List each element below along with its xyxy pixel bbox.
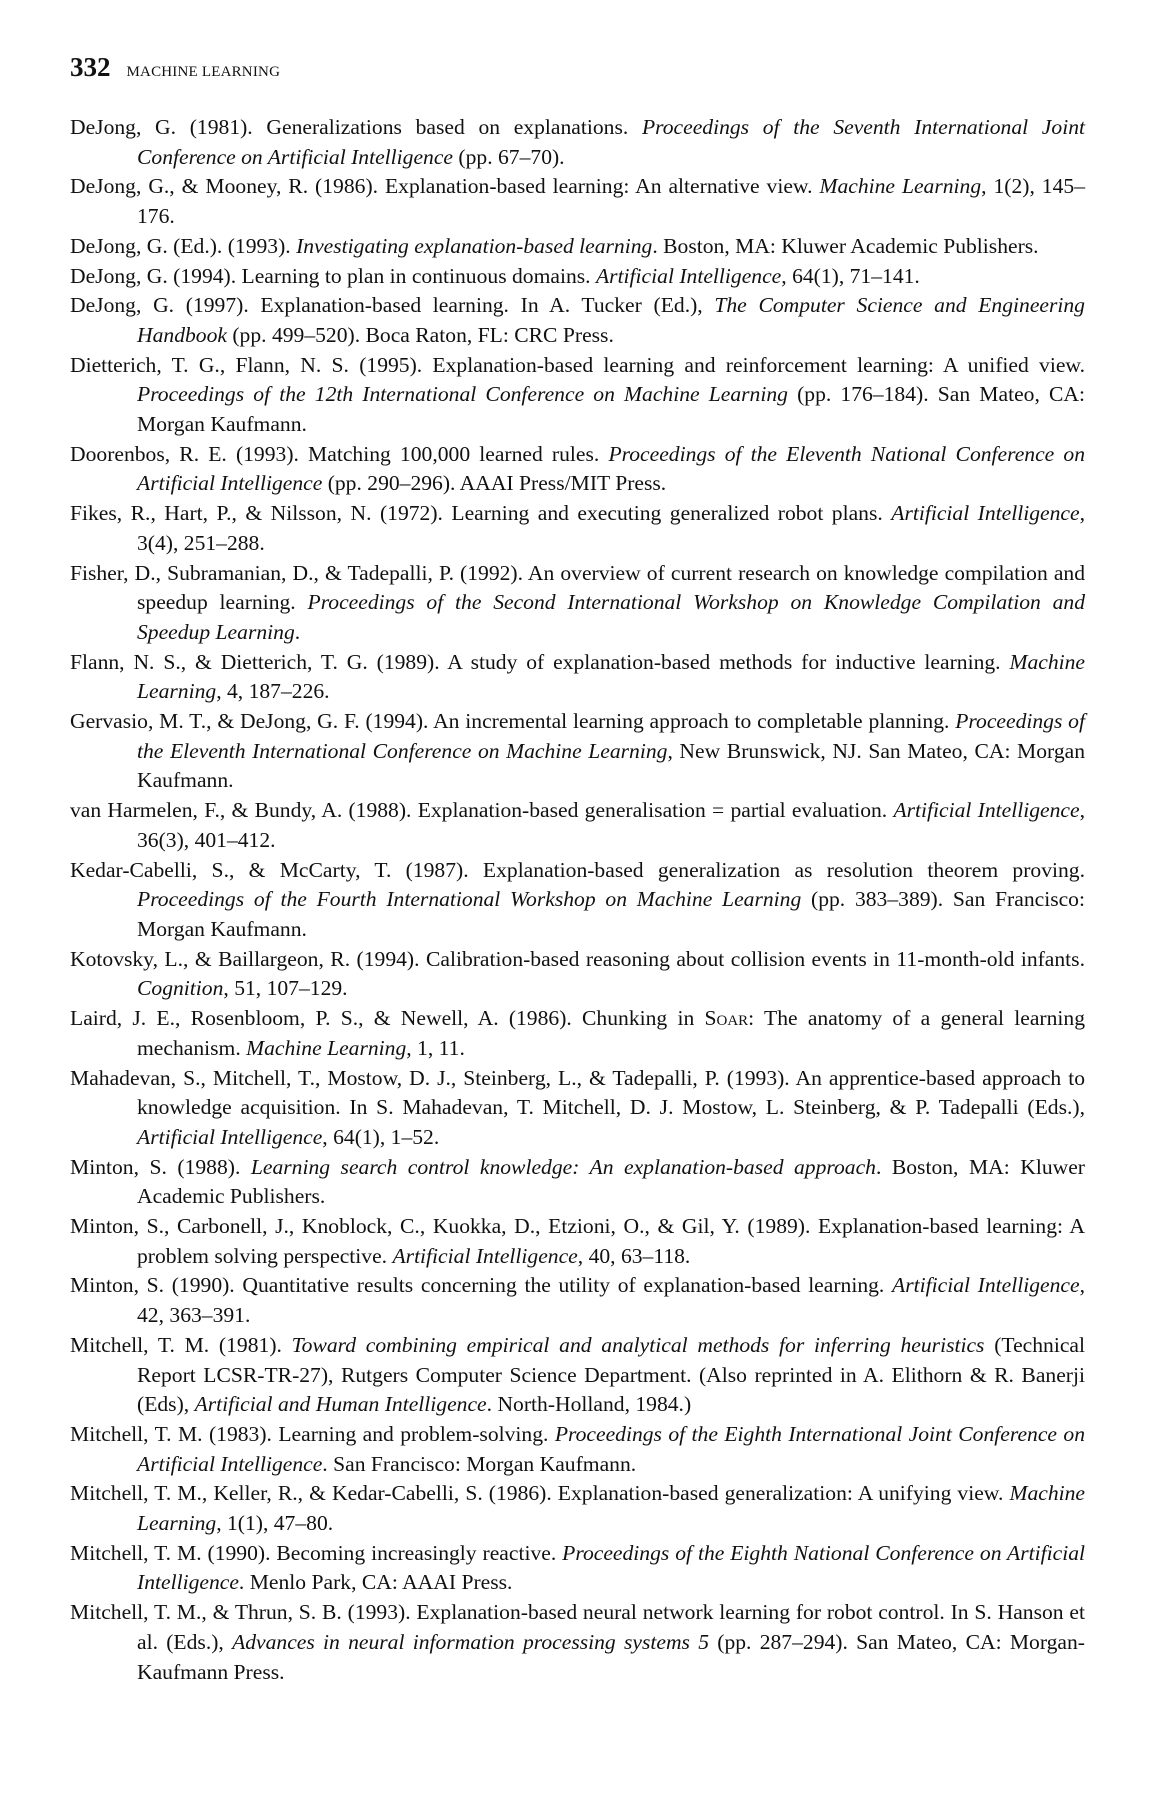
reference-text: Flann, N. S., & Dietterich, T. G. (1989). A study of explanation-based methods for inductive learning. (70, 649, 1010, 674)
reference-text: (pp. 287–294). San Mateo, CA: Morgan-Kaufmann Press. (137, 1629, 1085, 1684)
reference-source-title: Learning search control knowledge: An explanation-based approach (250, 1154, 876, 1179)
reference-source-title: Proceedings of the Eleventh International Conference on Machine Learning (137, 709, 1085, 763)
reference-source-title: Proceedings of the Eighth International Joint Conference on Artificial Intelligence (137, 1421, 1085, 1476)
reference-text: Soar (704, 1006, 749, 1031)
reference-text: Fisher, D., Subramanian, D., & Tadepalli, P. (1992). An overview of current research on knowledge compilation and speedup learning. (70, 560, 1085, 615)
reference-text: , 40, 63–118. (577, 1243, 691, 1268)
reference-source-title: Proceedings of the Eighth National Conference on Artificial Intelligence (137, 1540, 1085, 1595)
reference-source-title: Advances in neural information processing systems 5 (232, 1629, 710, 1654)
reference-source-title: Artificial Intelligence (893, 798, 1080, 823)
reference-text: , New Brunswick, NJ. San Mateo, CA: Morgan Kaufmann. (137, 738, 1086, 793)
reference-text: van Harmelen, F., & Bundy, A. (1988). Explanation-based generalisation = partial evaluation. (70, 798, 894, 823)
reference-entry (70, 113, 1085, 172)
reference-source-title: The Computer Science and Engineering Handbook (137, 293, 1085, 347)
reference-entry (70, 1331, 1085, 1420)
reference-source-title: Machine Learning (819, 174, 982, 199)
reference-entry (70, 1271, 1085, 1330)
reference-text: Minton, S. (1990). Quantitative results concerning the utility of explanation-based learning. (70, 1273, 893, 1298)
page-number: 332 (70, 52, 111, 82)
reference-entry (70, 1064, 1085, 1153)
reference-entry (70, 1539, 1085, 1598)
reference-text: , 64(1), 71–141. (781, 263, 920, 288)
reference-entry (70, 172, 1085, 231)
reference-source-title: Artificial and Human Intelligence (194, 1392, 487, 1417)
reference-text: (pp. 499–520). Boca Raton, FL: CRC Press. (226, 322, 614, 347)
reference-text: DeJong, G. (1981). Generalizations based on explanations. (70, 115, 642, 139)
reference-text: , 51, 107–129. (223, 976, 348, 1001)
reference-text: Mitchell, T. M., & Thrun, S. B. (1993). Explanation-based neural network learning for robot control. In S. Hanson et al. (Eds.), (70, 1600, 1085, 1654)
reference-source-title: Machine Learning (137, 1481, 1085, 1536)
reference-text: Laird, J. E., Rosenbloom, P. S., & Newell, A. (1986). Chunking in (70, 1006, 705, 1031)
reference-entry (70, 1212, 1085, 1271)
running-head: MACHINE LEARNING (126, 64, 281, 80)
reference-text: (pp. 67–70). (453, 144, 565, 169)
reference-text: Dietterich, T. G., Flann, N. S. (1995). Explanation-based learning and reinforcement learning: A unified view. (70, 352, 1085, 377)
reference-text: Mitchell, T. M. (1990). Becoming increasingly reactive. (70, 1540, 563, 1565)
reference-text: Mitchell, T. M. (1981). (70, 1332, 292, 1357)
reference-entry (70, 291, 1085, 350)
reference-source-title: Proceedings of the Seventh International Joint Conference on Artificial Intelligence (137, 115, 1085, 169)
reference-source-title: Artificial Intelligence (892, 1273, 1080, 1298)
reference-text: Minton, S. (1988). (70, 1154, 251, 1179)
reference-text: , 1, 11. (406, 1035, 465, 1060)
reference-text: DeJong, G. (1997). Explanation-based learning. In A. Tucker (Ed.), (70, 293, 715, 318)
reference-entry (70, 707, 1085, 796)
reference-text: (pp. 290–296). AAAI Press/MIT Press. (322, 471, 667, 496)
reference-text: , 3(4), 251–288. (137, 501, 1086, 555)
reference-text: DeJong, G. (1994). Learning to plan in continuous domains. (70, 263, 596, 288)
reference-entry (70, 1479, 1085, 1538)
reference-source-title: Artificial Intelligence (595, 263, 782, 288)
reference-entry (70, 1420, 1085, 1479)
reference-text: , 36(3), 401–412. (137, 798, 1085, 852)
reference-text: , 1(1), 47–80. (216, 1511, 334, 1536)
reference-source-title: Artificial Intelligence (137, 1124, 323, 1149)
reference-text: Mitchell, T. M., Keller, R., & Kedar-Cabelli, S. (1986). Explanation-based generalization: A unifying view. (70, 1481, 1010, 1506)
reference-source-title: Toward combining empirical and analytical methods for inferring heuristics (291, 1332, 985, 1357)
reference-list (70, 113, 1085, 1687)
reference-text: . Boston, MA: Kluwer Academic Publishers. (137, 1154, 1085, 1209)
reference-text: , 42, 363–391. (137, 1273, 1085, 1328)
reference-text: Kedar-Cabelli, S., & McCarty, T. (1987). Explanation-based generalization as resolution theorem proving. (70, 857, 1085, 882)
reference-text: . Boston, MA: Kluwer Academic Publishers. (652, 233, 1039, 258)
reference-source-title: Machine Learning (246, 1035, 407, 1060)
reference-entry (70, 440, 1085, 499)
reference-entry (70, 559, 1085, 648)
reference-entry (70, 1004, 1085, 1063)
reference-text: , 4, 187–226. (216, 679, 330, 704)
reference-text: (pp. 383–389). San Francisco: Morgan Kaufmann. (137, 887, 1085, 941)
reference-text: Kotovsky, L., & Baillargeon, R. (1994). Calibration-based reasoning about collision events in 11-month-old infants. (70, 946, 1085, 971)
reference-entry (70, 499, 1085, 558)
reference-text: Minton, S., Carbonell, J., Knoblock, C., Kuokka, D., Etzioni, O., & Gil, Y. (1989). Explanation-based learning: A problem solving perspective. (70, 1214, 1085, 1268)
page-header (70, 52, 280, 83)
reference-entry (70, 232, 1085, 262)
reference-text: . North-Holland, 1984.) (486, 1392, 692, 1417)
reference-text: . San Francisco: Morgan Kaufmann. (322, 1451, 637, 1476)
reference-text: , 64(1), 1–52. (322, 1124, 440, 1149)
reference-entry (70, 1598, 1085, 1687)
reference-entry (70, 351, 1085, 440)
reference-text: Doorenbos, R. E. (1993). Matching 100,000 learned rules. (70, 441, 609, 466)
reference-entry (70, 796, 1085, 855)
reference-entry (70, 648, 1085, 707)
reference-source-title: Investigating explanation-based learning (296, 233, 653, 258)
reference-text: DeJong, G., & Mooney, R. (1986). Explanation-based learning: An alternative view. (70, 174, 820, 199)
reference-text: , 1(2), 145–176. (137, 174, 1085, 229)
reference-entry (70, 945, 1085, 1004)
reference-text: . Menlo Park, CA: AAAI Press. (238, 1570, 513, 1595)
reference-text: Gervasio, M. T., & DeJong, G. F. (1994). An incremental learning approach to completable planning. (70, 709, 956, 734)
reference-source-title: Machine Learning (137, 649, 1085, 704)
reference-text: Mitchell, T. M. (1983). Learning and problem-solving. (70, 1421, 555, 1446)
reference-text: DeJong, G. (Ed.). (1993). (70, 233, 297, 258)
reference-source-title: Proceedings of the 12th International Conference on Machine Learning (137, 382, 788, 407)
reference-text: : The anatomy of a general learning mechanism. (137, 1006, 1085, 1060)
reference-text: . (294, 619, 301, 644)
reference-text: (Technical Report LCSR-TR-27), Rutgers Computer Science Department. (Also reprinted in A. Elithorn & R. Banerji (Eds), (137, 1332, 1085, 1417)
reference-source-title: Artificial Intelligence (392, 1243, 578, 1268)
reference-entry (70, 1153, 1085, 1212)
reference-text: Fikes, R., Hart, P., & Nilsson, N. (1972). Learning and executing generalized robot plans. (70, 501, 892, 526)
reference-text: Mahadevan, S., Mitchell, T., Mostow, D. J., Steinberg, L., & Tadepalli, P. (1993). An apprentice-based approach to knowledge acquisition. In S. Mahadevan, T. Mitchell, D. J. Mostow, L. Steinberg, & P. Tadepalli (Eds.), (70, 1065, 1085, 1120)
reference-source-title: Proceedings of the Eleventh National Conference on Artificial Intelligence (137, 441, 1085, 496)
reference-entry (70, 856, 1085, 945)
reference-source-title: Artificial Intelligence (891, 501, 1080, 526)
reference-source-title: Proceedings of the Second International Workshop on Knowledge Compilation and Speedup Learning (137, 590, 1085, 644)
reference-source-title: Proceedings of the Fourth International Workshop on Machine Learning (137, 887, 802, 912)
reference-text: (pp. 176–184). San Mateo, CA: Morgan Kaufmann. (137, 382, 1085, 437)
reference-entry (70, 262, 1085, 292)
reference-source-title: Cognition (137, 976, 224, 1001)
